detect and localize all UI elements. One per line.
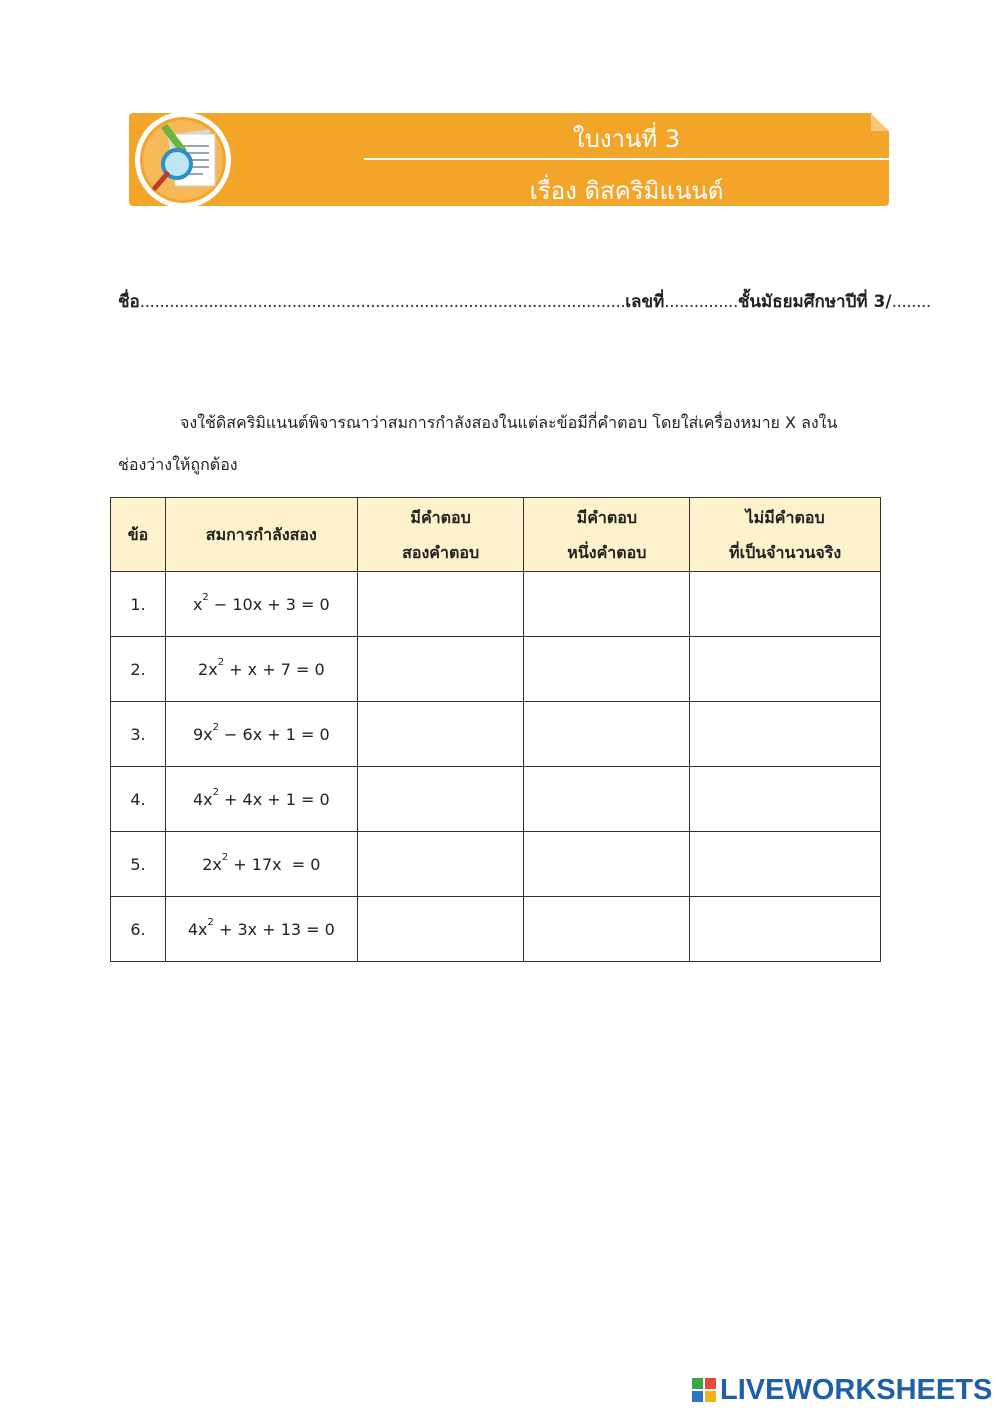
class-blank[interactable]: ........ [891, 292, 931, 312]
answer-cell-none[interactable] [690, 832, 881, 897]
eq-term: 4x [187, 919, 208, 939]
answer-cell-none[interactable] [690, 572, 881, 637]
answer-cell-two[interactable] [357, 897, 524, 962]
number-blank[interactable]: ............... [664, 292, 738, 312]
eq-rest: − 6x + 1 = 0 [218, 724, 330, 744]
liveworksheets-icon [692, 1378, 716, 1402]
table-row [111, 702, 881, 767]
answer-cell-two[interactable] [357, 832, 524, 897]
name-label: ชื่อ [118, 292, 140, 312]
eq-term: 2x [198, 659, 218, 679]
answer-cell-none[interactable] [690, 702, 881, 767]
eq-exponent: 2 [202, 592, 209, 604]
eq-rest: + x + 7 = 0 [224, 659, 325, 679]
eq-rest: + 3x + 13 = 0 [213, 919, 335, 939]
answer-cell-one[interactable] [524, 702, 690, 767]
eq-term: x [192, 594, 203, 614]
answer-cell-two[interactable] [357, 767, 524, 832]
header-two-line2: สองคำตอบ [402, 542, 480, 562]
logo-text: LIVEWORKSHEETS [720, 1373, 993, 1406]
header-none-line2: ที่เป็นจำนวนจริง [729, 542, 842, 562]
header-one-answer [524, 498, 690, 572]
row-number: 4. [111, 767, 166, 832]
table-row [111, 572, 881, 637]
answer-cell-one[interactable] [524, 897, 690, 962]
discriminant-table [110, 497, 881, 962]
instruction-line-2: ช่องว่างให้ถูกต้อง [118, 455, 238, 474]
answer-cell-two[interactable] [357, 572, 524, 637]
eq-term: 2x [202, 854, 222, 874]
eq-exponent: 2 [217, 657, 225, 669]
table-header-row [111, 498, 881, 572]
header-two-line1: มีคำตอบ [410, 507, 471, 527]
eq-exponent: 2 [207, 917, 214, 929]
instruction-line-1: จงใช้ดิสคริมิแนนต์พิจารณาว่าสมการกำลังสองในแต่ละข้อมีกี่คำตอบ โดยใส่เครื่องหมาย X ลงใน [180, 413, 838, 432]
answer-cell-none[interactable] [690, 637, 881, 702]
number-label: เลขที่ [625, 292, 665, 312]
header-equation: สมการกำลังสอง [165, 498, 357, 572]
header-one-line1: มีคำตอบ [576, 507, 638, 527]
row-number: 2. [111, 637, 166, 702]
eq-term: 9x [192, 724, 213, 744]
magnifier-document-icon [133, 110, 239, 210]
header-one-line2: หนึ่งคำตอบ [567, 542, 647, 562]
answer-cell-one[interactable] [524, 767, 690, 832]
header-banner [129, 113, 889, 206]
answer-cell-none[interactable] [690, 767, 881, 832]
row-number: 3. [111, 702, 166, 767]
answer-cell-none[interactable] [690, 897, 881, 962]
answer-cell-one[interactable] [524, 572, 690, 637]
row-number: 5. [111, 832, 166, 897]
eq-exponent: 2 [221, 852, 229, 864]
worksheet-subtitle: เรื่อง ดิสคริมิแนนต์ [529, 177, 724, 205]
row-equation [165, 832, 357, 897]
header-no: ข้อ [111, 498, 166, 572]
row-equation [165, 637, 357, 702]
row-equation [165, 767, 357, 832]
row-number: 6. [111, 897, 166, 962]
row-number: 1. [111, 572, 166, 637]
row-equation [165, 702, 357, 767]
answer-cell-one[interactable] [524, 832, 690, 897]
eq-rest: + 4x + 1 = 0 [218, 789, 330, 809]
row-equation [165, 897, 357, 962]
banner-divider [364, 158, 889, 160]
table-row [111, 767, 881, 832]
eq-term: 4x [192, 789, 213, 809]
student-info-line [118, 288, 931, 315]
liveworksheets-logo[interactable] [692, 1373, 992, 1407]
row-equation [165, 572, 357, 637]
eq-exponent: 2 [212, 787, 219, 799]
instruction-text [118, 402, 880, 486]
class-label: ชั้นมัธยมศึกษาปีที่ 3/ [737, 292, 892, 312]
header-none-line1: ไม่มีคำตอบ [745, 507, 825, 527]
table-row [111, 637, 881, 702]
table-row [111, 897, 881, 962]
answer-cell-two[interactable] [357, 702, 524, 767]
name-blank[interactable]: ................................................................................................... [139, 292, 626, 312]
eq-rest: − 10x + 3 = 0 [208, 594, 330, 614]
eq-exponent: 2 [212, 722, 219, 734]
eq-rest: + 17x = 0 [228, 854, 321, 874]
worksheet-title: ใบงานที่ 3 [572, 125, 681, 153]
answer-cell-two[interactable] [357, 637, 524, 702]
header-no-real-answer [690, 498, 881, 572]
table-row [111, 832, 881, 897]
header-two-answers [357, 498, 524, 572]
answer-cell-one[interactable] [524, 637, 690, 702]
